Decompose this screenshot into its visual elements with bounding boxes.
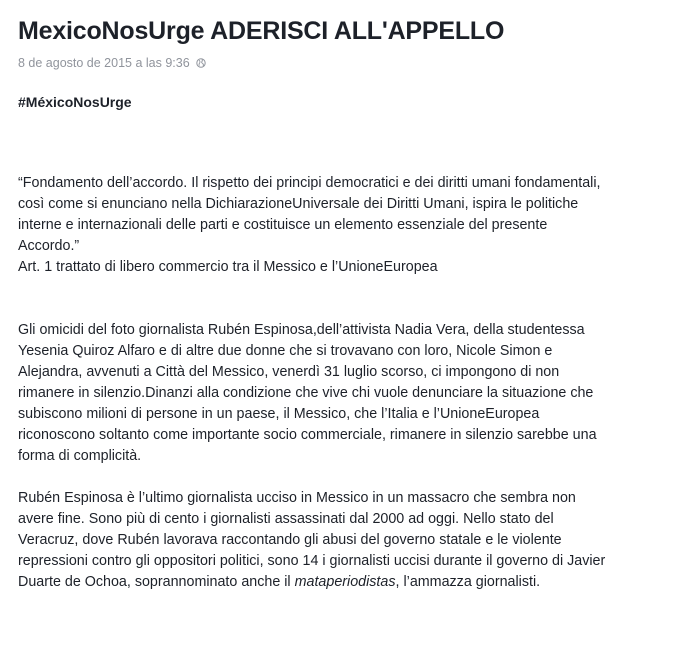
quote-line: così come si enunciano nella DichiarazioneUniversale dei Diritti Umani, ispira le politiche [18, 196, 579, 212]
citation-text: Art. 1 trattato di libero commercio tra il Messico e l’UnioneEuropea [18, 259, 438, 275]
paragraph-line: Gli omicidi del foto giornalista Rubén Espinosa,dell’attivista Nadia Vera, della studentessa [18, 322, 585, 338]
quote-line: “Fondamento dell’accordo. Il rispetto dei principi democratici e dei diritti umani fondamentali, [18, 175, 601, 191]
note-title: MexicoNosUrge ADERISCI ALL'APPELLO [18, 17, 505, 45]
paragraph-line: Rubén Espinosa è l’ultimo giornalista ucciso in Messico in un massacro che sembra non [18, 490, 576, 506]
post-date[interactable]: 8 de agosto de 2015 a las 9:36 [18, 56, 190, 70]
text-segment: , l’ammazza giornalisti. [395, 574, 541, 590]
paragraph-line: riconoscono soltanto come importante socio commerciale, rimanere in silenzio sarebbe una [18, 427, 597, 443]
text-segment: Duarte de Ochoa, soprannominato anche il [18, 574, 295, 590]
globe-icon[interactable] [196, 58, 206, 68]
paragraph-2 [18, 320, 694, 467]
paragraph-line: Yesenia Quiroz Alfaro e di altre due donne che si trovavano con loro, Nicole Simon e [18, 343, 553, 359]
quote-line: interne e internazionali delle parti e costituisce un elemento essenziale del presente [18, 217, 548, 233]
paragraph-line: subiscono milioni di persone in un paese, il Messico, che l’Italia e l’UnioneEuropea [18, 406, 540, 422]
paragraph-line: avere fine. Sono più di cento i giornalisti assassinati dal 2000 ad oggi. Nello stato del [18, 511, 554, 527]
citation [18, 257, 694, 278]
paragraph-line: Veracruz, dove Rubén lavorava raccontando gli abusi del governo statale e le violente [18, 532, 562, 548]
paragraph-line: forma di complicità. [18, 448, 142, 464]
quote-line: Accordo.” [18, 238, 80, 254]
hashtag[interactable]: #MéxicoNosUrge [18, 94, 132, 110]
paragraph-3 [18, 488, 694, 593]
paragraph-last-line [18, 572, 694, 593]
post-meta [18, 55, 694, 71]
note-container [18, 0, 694, 593]
italic-term: mataperiodistas [294, 574, 396, 590]
paragraph-line: repressioni contro gli oppositori politici, sono 14 i giornalisti uccisi durante il governo di Javier [18, 553, 606, 569]
paragraph-line: Alejandra, avvenuti a Città del Messico, venerdì 31 luglio scorso, ci impongono di non [18, 364, 560, 380]
paragraph-line: rimanere in silenzio.Dinanzi alla condizione che vive chi vuole denunciare la situazione che [18, 385, 594, 401]
quote-paragraph [18, 173, 694, 257]
